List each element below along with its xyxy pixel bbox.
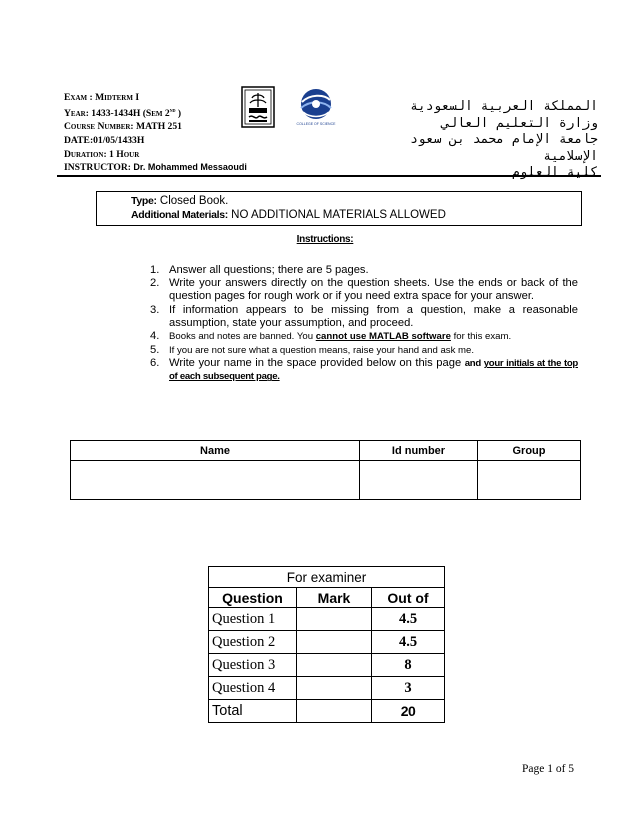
total-label: Total [209,700,297,723]
student-info-table [70,440,581,500]
instruction-item: 1. Answer all questions; there are 5 pages. [150,264,369,276]
table-row [71,441,581,461]
exam-duration: Duration: 1 Hour [64,148,140,160]
group-header: Group [478,441,581,461]
exam-title: Exam : Midterm I [64,92,140,103]
arabic-line-university: جامعة الإمام محمد بن سعود الإسلامية [410,132,598,164]
id-number-field[interactable] [360,461,478,500]
instructions-list [150,264,578,384]
table-row [209,588,445,608]
out-of-value: 4.5 [372,608,445,631]
id-number-header: Id number [360,441,478,461]
mark-cell[interactable] [297,631,372,654]
instruction-item: 5. If you are not sure what a question means, raise your hand and ask me. [150,343,475,356]
exam-type-box [96,191,582,226]
additional-materials: Additional Materials: NO ADDITIONAL MATERIALS ALLOWED [131,209,446,221]
course-number: Course Number: MATH 251 [64,121,182,133]
total-mark-cell[interactable] [297,700,372,723]
total-value: 20 [372,700,445,723]
table-row [209,608,445,631]
exam-year: Year: 1433-1434H (Sem 2nd ) [64,107,182,119]
question-header: Question [209,588,297,608]
header-divider [57,175,601,177]
page-number: Page 1 of 5 [522,763,575,775]
instruction-item: 6. Write your name in the space provided below on this page and your initials at the top of each subsequent page. [150,357,578,383]
table-row [209,567,445,588]
examiner-table [208,566,445,723]
instruction-item: 4. Books and notes are banned. You cannot use MATLAB software for this exam. [150,330,512,343]
out-of-value: 8 [372,654,445,677]
table-row [209,700,445,723]
exam-type: Type: Closed Book. [131,195,229,207]
mark-cell[interactable] [297,608,372,631]
mark-cell[interactable] [297,677,372,700]
question-label: Question 2 [209,631,297,654]
table-row [209,654,445,677]
table-row [209,631,445,654]
question-label: Question 4 [209,677,297,700]
college-of-science-logo-icon [294,86,338,130]
arabic-line-college: كلية العلوم [511,165,598,180]
instructions-title: Instructions: [296,234,354,245]
out-of-value: 4.5 [372,631,445,654]
name-header: Name [71,441,360,461]
arabic-header [358,99,598,182]
arabic-line-ministry: وزارة التعليم العالي [441,115,598,131]
table-row [209,677,445,700]
instructor: INSTRUCTOR: Dr. Mohammed Messaoudi [64,162,247,174]
out-of-header: Out of [372,588,445,608]
exam-date: DATE:01/05/1433H [64,134,145,146]
arabic-line-kingdom: المملكة العربية السعودية [410,99,598,114]
name-field[interactable] [71,461,360,500]
question-label: Question 1 [209,608,297,631]
mark-header: Mark [297,588,372,608]
question-label: Question 3 [209,654,297,677]
table-row [71,461,581,500]
group-field[interactable] [478,461,581,500]
examiner-caption: For examiner [209,567,445,588]
instruction-item: 2. Write your answers directly on the question sheets. Use the ends or back of the question pages for rough work or if you need extra space for your answer. [150,277,578,303]
instruction-item: 3. If information appears to be missing from a question, make a reasonable assumption, state your assumption, and proceed. [150,303,578,329]
logo-caption: COLLEGE OF SCIENCE [296,122,336,126]
mark-cell[interactable] [297,654,372,677]
university-emblem-icon [241,86,275,128]
out-of-value: 3 [372,677,445,700]
